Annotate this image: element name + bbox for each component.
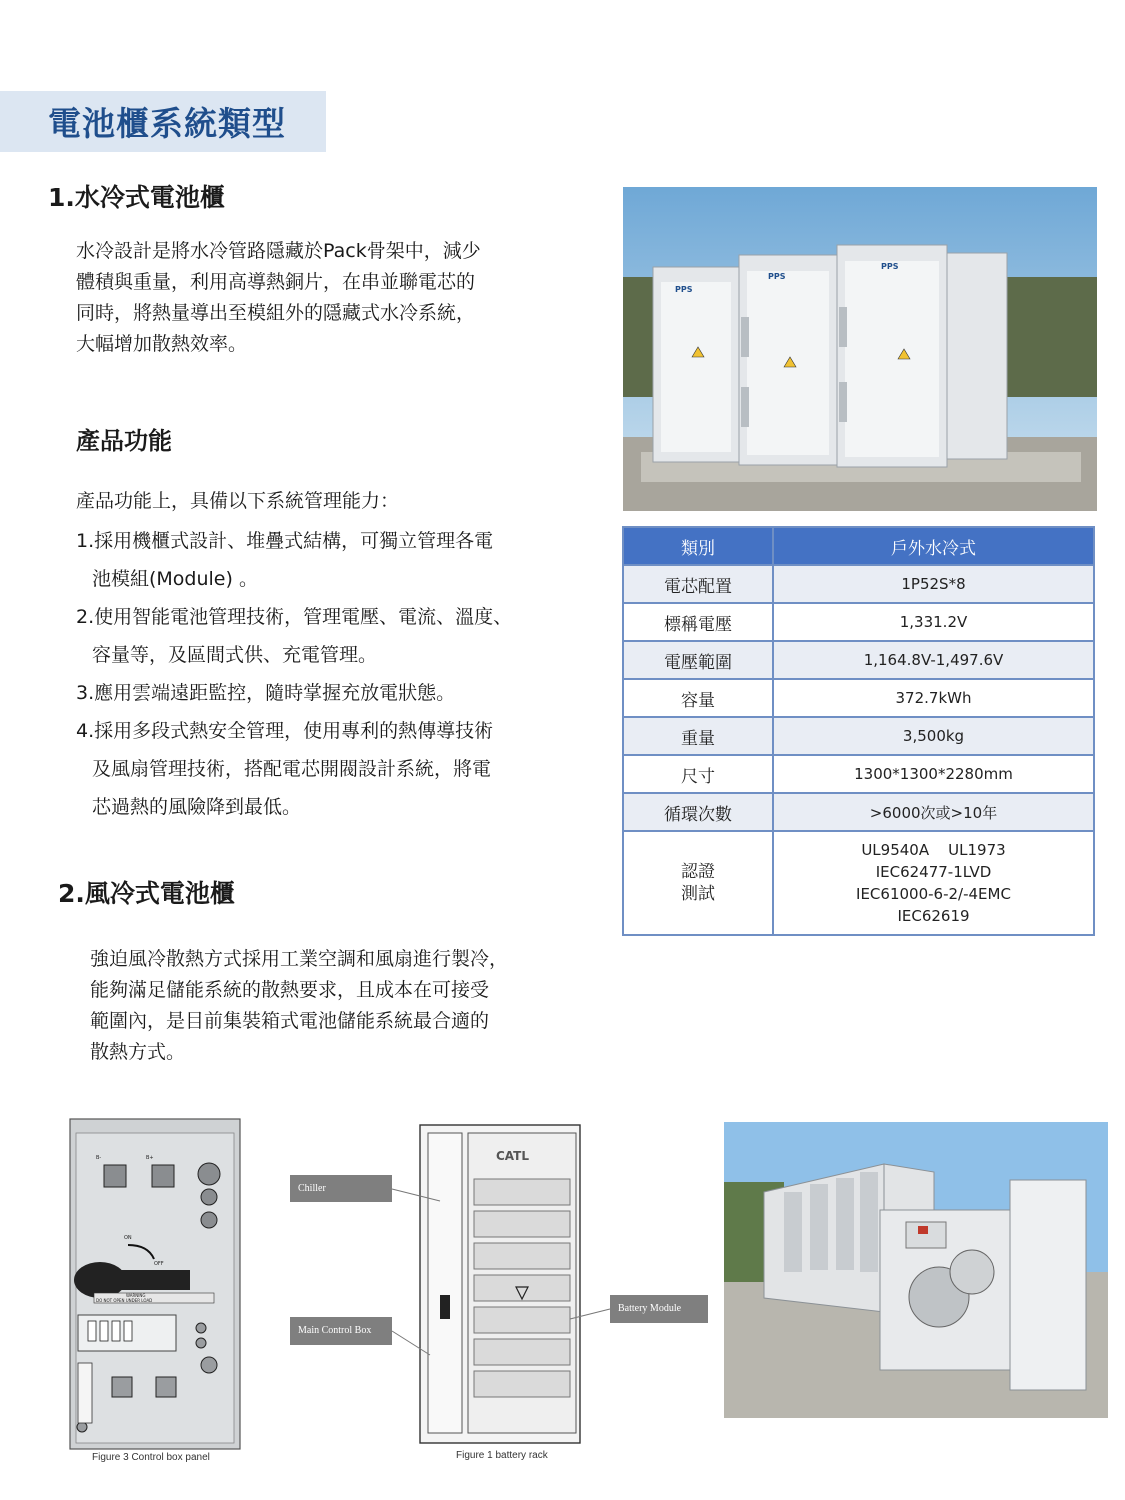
table-row (623, 641, 1094, 679)
spec-label: 標稱電壓 (623, 603, 773, 641)
callout-battery-module: Battery Module (610, 1295, 708, 1323)
spec-label: 電芯配置 (623, 565, 773, 603)
battery-rack-caption: Figure 1 battery rack (456, 1450, 548, 1461)
spec-value: 1,164.8V-1,497.6V (773, 641, 1094, 679)
table-row (623, 793, 1094, 831)
section2-intro (90, 944, 508, 1068)
on-label: ON (124, 1235, 132, 1241)
table-row (623, 755, 1094, 793)
cert-values: UL9540A UL1973 IEC62477-1LVD IEC61000-6-2/-4EMC IEC62619 (773, 831, 1094, 935)
intro-line: 強迫風冷散熱方式採用工業空調和風扇進行製冷， (90, 948, 509, 970)
feature-line: 1.採用機櫃式設計、堆疊式結構，可獨立管理各電 (76, 530, 494, 552)
cert-label: 認證 測試 (623, 831, 773, 935)
page-title: 電池櫃系統類型 (48, 104, 286, 143)
off-label: OFF (154, 1261, 164, 1267)
features-heading: 產品功能 (76, 427, 172, 455)
spec-value: 372.7kWh (773, 679, 1094, 717)
cabinet-logo: PPS (881, 262, 899, 271)
spec-label: 循環次數 (623, 793, 773, 831)
header-cell: 類別 (623, 527, 773, 565)
feature-line: 池模組(Module) 。 (92, 568, 258, 590)
spec-label: 重量 (623, 717, 773, 755)
feature-line: 容量等，及區間式供、充電管理。 (92, 644, 378, 666)
spec-value: >6000次或>10年 (773, 793, 1094, 831)
feature-line: 芯過熱的風險降到最低。 (92, 796, 302, 818)
spec-label: 尺寸 (623, 755, 773, 793)
spec-table (622, 526, 1095, 936)
spec-value: 1P52S*8 (773, 565, 1094, 603)
callout-chiller: Chiller (290, 1175, 392, 1202)
intro-line: 大幅增加散熱效率。 (76, 333, 248, 355)
water-cooled-cabinet-photo (623, 187, 1097, 511)
table-row (623, 565, 1094, 603)
cabinet-logo: PPS (768, 272, 786, 281)
intro-line: 體積與重量，利用高導熱銅片，在串並聯電芯的 (76, 271, 476, 293)
features-intro: 產品功能上，具備以下系統管理能力： (76, 490, 400, 512)
spec-label: 容量 (623, 679, 773, 717)
cabinet-logo: PPS (675, 285, 693, 294)
callout-main-control-box: Main Control Box (290, 1317, 392, 1345)
table-header-row (623, 527, 1094, 565)
intro-line: 範圍內，是目前集裝箱式電池儲能系統最合適的 (90, 1010, 490, 1032)
intro-line: 同時，將熱量導出至模組外的隱藏式水冷系統， (76, 302, 476, 324)
b-plus-label: B+ (146, 1155, 154, 1161)
intro-line: 散熱方式。 (90, 1041, 186, 1063)
table-row (623, 679, 1094, 717)
header-cell: 戶外水冷式 (773, 527, 1094, 565)
spec-value: 1,331.2V (773, 603, 1094, 641)
control-box-caption: Figure 3 Control box panel (92, 1452, 210, 1463)
spec-label: 電壓範圍 (623, 641, 773, 679)
section2-heading: 2.風冷式電池櫃 (58, 879, 235, 908)
table-row (623, 831, 1094, 935)
section1-intro (76, 236, 481, 360)
rack-brand: CATL (496, 1149, 529, 1163)
warning-note: DO NOT OPEN UNDER LOAD (96, 1298, 153, 1303)
feature-line: 3.應用雲端遠距監控，隨時掌握充放電狀態。 (76, 682, 456, 704)
air-cooled-container-photo (724, 1122, 1108, 1418)
b-minus-label: B- (96, 1155, 102, 1161)
intro-line: 水冷設計是將水冷管路隱藏於Pack骨架中，減少 (76, 240, 481, 262)
table-row (623, 717, 1094, 755)
feature-line: 2.使用智能電池管理技術，管理電壓、電流、溫度、 (76, 606, 513, 628)
section1-heading: 1.水冷式電池櫃 (48, 183, 225, 212)
feature-line: 4.採用多段式熱安全管理，使用專利的熱傳導技術 (76, 720, 494, 742)
battery-rack-figure (290, 1115, 710, 1470)
control-box-figure (66, 1115, 256, 1470)
spec-value: 1300*1300*2280mm (773, 755, 1094, 793)
spec-value: 3,500kg (773, 717, 1094, 755)
table-row (623, 603, 1094, 641)
feature-list (76, 522, 512, 826)
warning-label: WARNING (126, 1293, 146, 1298)
intro-line: 能夠滿足儲能系統的散熱要求，且成本在可接受 (90, 979, 490, 1001)
feature-line: 及風扇管理技術，搭配電芯開閥設計系統，將電 (92, 758, 492, 780)
